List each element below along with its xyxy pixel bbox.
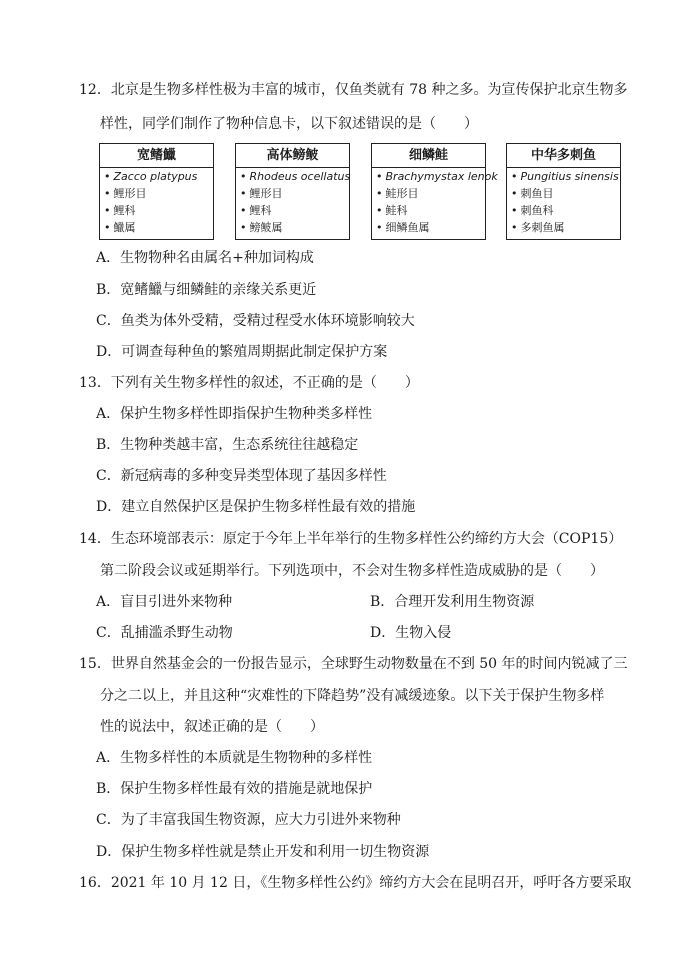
q15-option-a: A．生物多样性的本质就是生物物种的多样性 <box>96 750 373 766</box>
q13-stem: 13．下列有关生物多样性的叙述，不正确的是（ ） <box>79 375 419 391</box>
bullet-icon: • <box>511 221 518 234</box>
q13-option-b: B．生物种类越丰富，生态系统往往越稳定 <box>96 437 359 453</box>
q12-stem-line2: 样性，同学们制作了物种信息卡，以下叙述错误的是（ ） <box>100 116 478 132</box>
bullet-icon: • <box>104 204 111 217</box>
species-card-genus: 多刺鱼属 <box>520 221 565 234</box>
bullet-icon: • <box>376 204 383 217</box>
species-card <box>506 143 621 240</box>
q12-option-d: D．可调查每种鱼的繁殖周期据此制定保护方案 <box>96 344 388 360</box>
q14-option-b: B．合理开发利用生物资源 <box>370 594 535 610</box>
q15-option-c: C．为了丰富我国生物资源，应大力引进外来物种 <box>96 812 401 828</box>
species-card-family: 刺鱼科 <box>520 204 554 217</box>
species-card-order: 鲤形目 <box>113 187 147 200</box>
species-card-order: 鲑形目 <box>385 187 419 200</box>
bullet-icon: • <box>104 170 111 183</box>
species-cards <box>99 143 621 240</box>
species-card <box>235 143 350 240</box>
species-card-sci: Zacco platypus <box>113 170 198 183</box>
bullet-icon: • <box>240 204 247 217</box>
q14-option-c: C．乱捕滥杀野生动物 <box>96 625 233 641</box>
q14-option-d: D．生物入侵 <box>370 625 452 641</box>
q14-stem-line1: 14．生态环境部表示：原定于今年上半年举行的生物多样性公约缔约方大会（COP15） <box>79 531 623 547</box>
bullet-icon: • <box>511 187 518 200</box>
q13-option-a: A．保护生物多样性即指保护生物种类多样性 <box>96 406 373 422</box>
q12-option-c: C．鱼类为体外受精，受精过程受水体环境影响较大 <box>96 313 415 329</box>
species-card-name: 高体鳑鲏 <box>236 144 349 168</box>
species-card-family: 鲤科 <box>113 204 136 217</box>
q13-option-c: C．新冠病毒的多种变异类型体现了基因多样性 <box>96 468 387 484</box>
species-card-sci: Pungitius sinensis <box>520 170 619 183</box>
bullet-icon: • <box>240 187 247 200</box>
q15-stem-line3: 性的说法中，叙述正确的是（ ） <box>100 719 324 735</box>
q15-stem-line1: 15．世界自然基金会的一份报告显示，全球野生动物数量在不到 50 年的时间内锐减了三 <box>79 656 628 672</box>
bullet-icon: • <box>376 221 383 234</box>
q14-option-a: A．盲目引进外来物种 <box>96 594 233 610</box>
bullet-icon: • <box>376 187 383 200</box>
bullet-icon: • <box>240 221 247 234</box>
species-card-genus: 细鳞鱼属 <box>385 221 430 234</box>
bullet-icon: • <box>104 221 111 234</box>
species-card-order: 刺鱼目 <box>520 187 554 200</box>
q12-stem-line1: 12．北京是生物多样性极为丰富的城市，仅鱼类就有 78 种之多。为宣传保护北京生物多 <box>79 82 628 98</box>
species-card-sci: Brachymystax lenok <box>385 170 498 183</box>
species-card-name: 细鳞鲑 <box>372 144 485 168</box>
species-card <box>371 143 498 240</box>
q12-option-b: B．宽鳍鱲与细鳞鲑的亲缘关系更近 <box>96 282 317 298</box>
species-card-order: 鲤形目 <box>249 187 283 200</box>
bullet-icon: • <box>376 170 383 183</box>
bullet-icon: • <box>104 187 111 200</box>
bullet-icon: • <box>240 170 247 183</box>
bullet-icon: • <box>511 170 518 183</box>
species-card-family: 鲤科 <box>249 204 272 217</box>
species-card-name: 宽鳍鱲 <box>100 144 213 168</box>
species-card-name: 中华多刺鱼 <box>507 144 620 168</box>
q12-option-a: A．生物物种名由属名+种加词构成 <box>96 250 314 266</box>
q15-stem-line2: 分之二以上，并且这种“灾难性的下降趋势”没有减缓迹象。以下关于保护生物多样 <box>100 688 605 704</box>
species-card-sci: Rhodeus ocellatus <box>249 170 351 183</box>
species-card-genus: 鱲属 <box>113 221 136 234</box>
species-card <box>99 143 214 240</box>
q13-option-d: D．建立自然保护区是保护生物多样性最有效的措施 <box>96 499 416 515</box>
q16-stem-line1: 16．2021 年 10 月 12 日，《生物多样性公约》缔约方大会在昆明召开，呼吁各方要采取 <box>79 875 632 891</box>
q15-option-d: D．保护生物多样性就是禁止开发和利用一切生物资源 <box>96 844 430 860</box>
q15-option-b: B．保护生物多样性最有效的措施是就地保护 <box>96 781 373 797</box>
species-card-family: 鲑科 <box>385 204 408 217</box>
q14-stem-line2: 第二阶段会议或延期举行。下列选项中，不会对生物多样性造成威胁的是（ ） <box>100 563 604 579</box>
species-card-genus: 鳑鲏属 <box>249 221 283 234</box>
bullet-icon: • <box>511 204 518 217</box>
